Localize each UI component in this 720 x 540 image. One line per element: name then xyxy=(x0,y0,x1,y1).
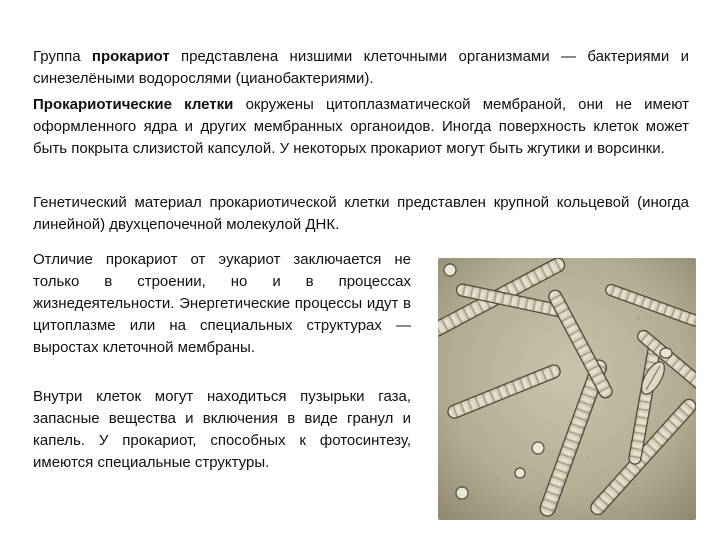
highlighted-term: прокариот xyxy=(91,48,170,65)
text-segment: Группа xyxy=(33,48,92,65)
cell-structure-paragraph xyxy=(33,94,689,160)
differences-paragraph: Отличие прокариот от эукариот заключается не только в строении, но и в процессах жизнедеятельности. Энергетические процессы идут в цитоплазме или на специальных структурах — выростах клеточной мембраны. xyxy=(33,251,411,356)
highlighted-term: Прокариотические клетки xyxy=(33,96,234,113)
text-segment: окружены цитоплазматической мембраной, они не имеют оформленного ядра и других мембранных органоидов. Иногда поверхность клеток может быть покрыта слизистой капсулой. У некоторых прокариот могут быть жгутики и ворсинки. xyxy=(33,96,689,157)
genetic-material-paragraph: Генетический материал прокариотической клетки представлен крупной кольцевой (иногда линейной) двухцепочечной молекулой ДНК. xyxy=(33,194,689,233)
inclusions-paragraph: Внутри клеток могут находиться пузырьки газа, запасные вещества и включения в виде гранул и капель. У прокариот, способных к фотосинтезу, имеются специальные структуры. xyxy=(33,388,411,471)
cyanobacteria-micrograph xyxy=(438,258,696,520)
intro-paragraph xyxy=(33,46,689,90)
text-segment: представлена низшими клеточными организмами — бактериями и синезелёными водорослями (цианобактериями). xyxy=(33,48,689,87)
